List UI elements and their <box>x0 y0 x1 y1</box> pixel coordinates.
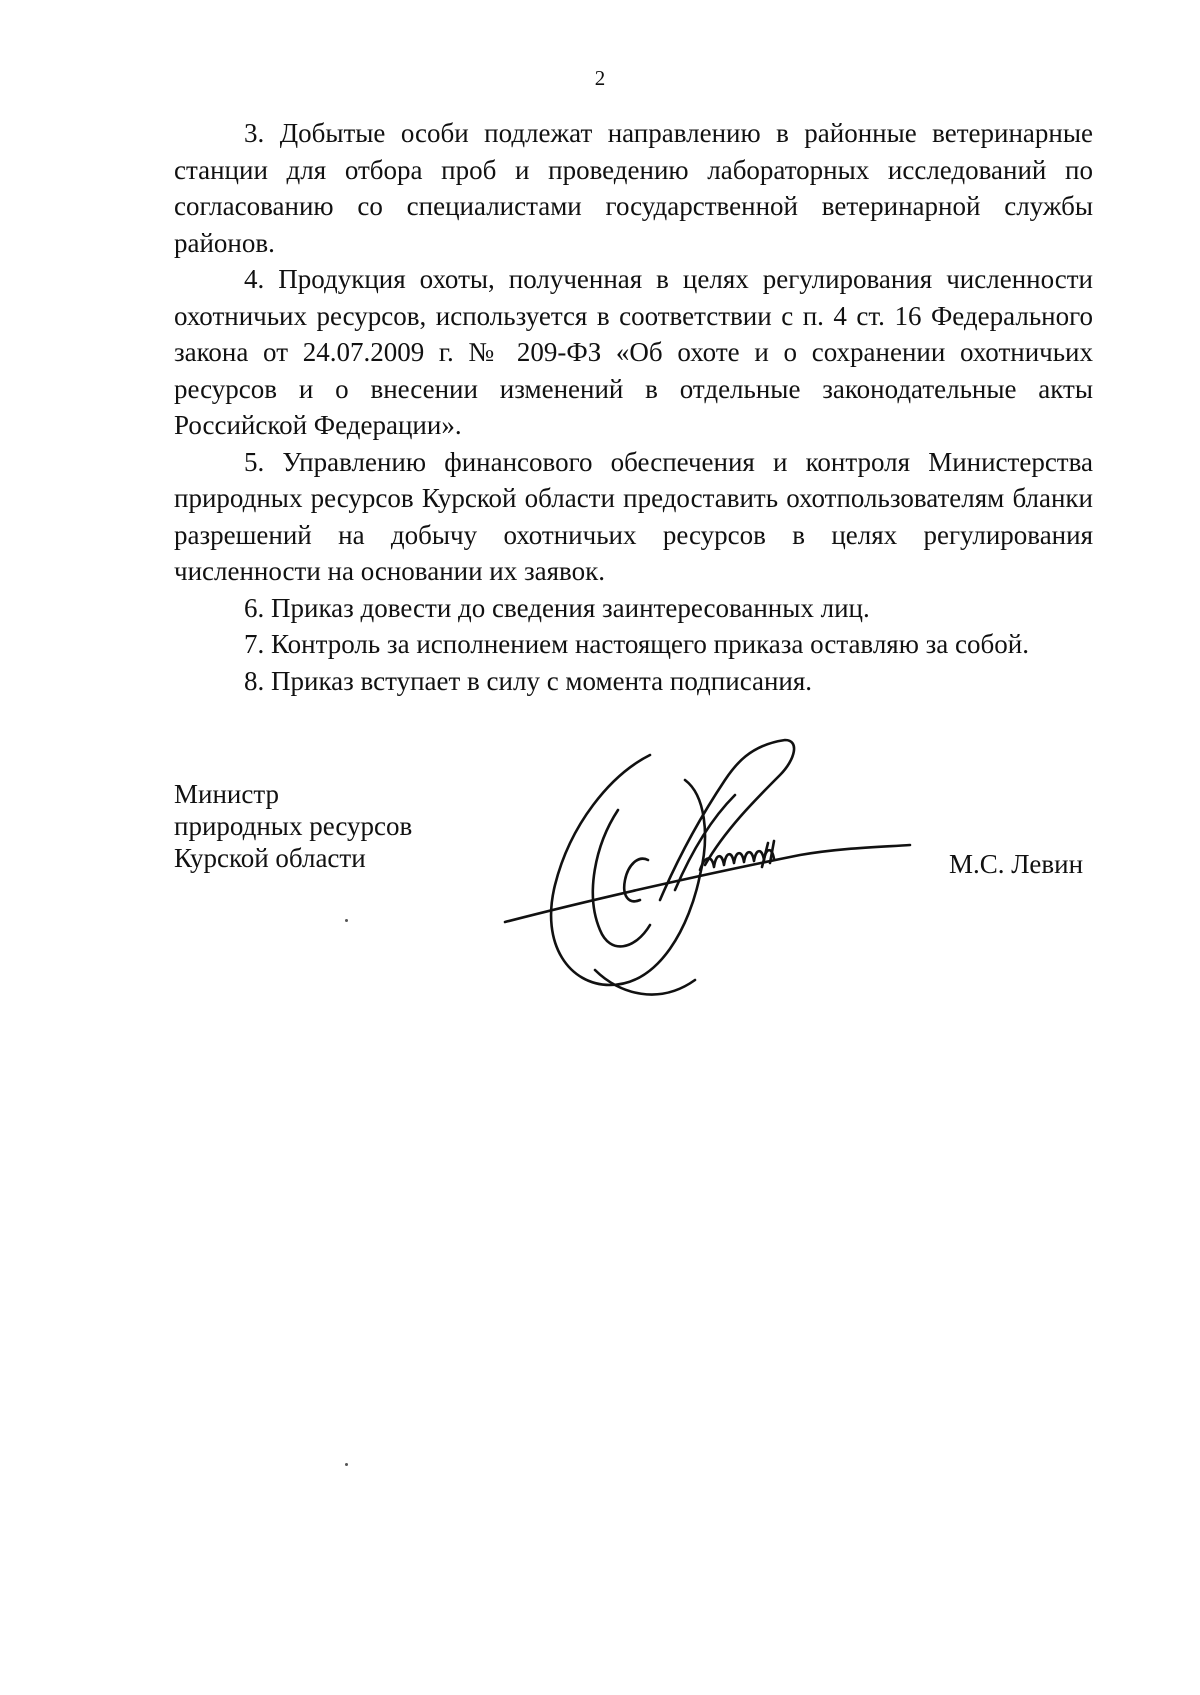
scan-speck <box>345 919 348 922</box>
scan-speck <box>345 1463 348 1466</box>
paragraph-7: 7. Контроль за исполнением настоящего приказа оставляю за собой. <box>244 629 1029 659</box>
signatory-name: М.С. Левин <box>949 849 1084 879</box>
signatory-title-line: природных ресурсов <box>174 811 413 841</box>
paragraph-3: 3. Добытые особи подлежат направлению в районные ветеринарные станции для отбора проб и проведению лабораторных исследований по согласованию со специалистами государственной ветеринарной службы районов. <box>174 118 1093 258</box>
handwritten-signature-icon <box>500 735 920 1035</box>
signatory-title-line: Курской области <box>174 843 366 873</box>
paragraph-5: 5. Управлению финансового обеспечения и контроля Министерства природных ресурсов Курской области предоставить охотпользователям бланки разрешений на добычу охотничьих ресурсов в целях регулирования численности на основании их заявок. <box>174 446 1093 586</box>
paragraph-8: 8. Приказ вступает в силу с момента подписания. <box>244 665 813 696</box>
signatory-title-line: Министр <box>174 779 279 809</box>
page-number: 2 <box>594 66 606 90</box>
paragraph-4: 4. Продукция охоты, полученная в целях регулирования численности охотничьих ресурсов, используется в соответствии с п. 4 ст. 16 Федерального закона от 24.07.2009 г. № 209-ФЗ «Об охоте и о сохранении охотничьих ресурсов и о внесении изменений в отдельные законодательные акты Российской Федерации». <box>174 264 1093 440</box>
document-body <box>174 115 1093 699</box>
paragraph-6: 6. Приказ довести до сведения заинтересованных лиц. <box>244 592 870 623</box>
